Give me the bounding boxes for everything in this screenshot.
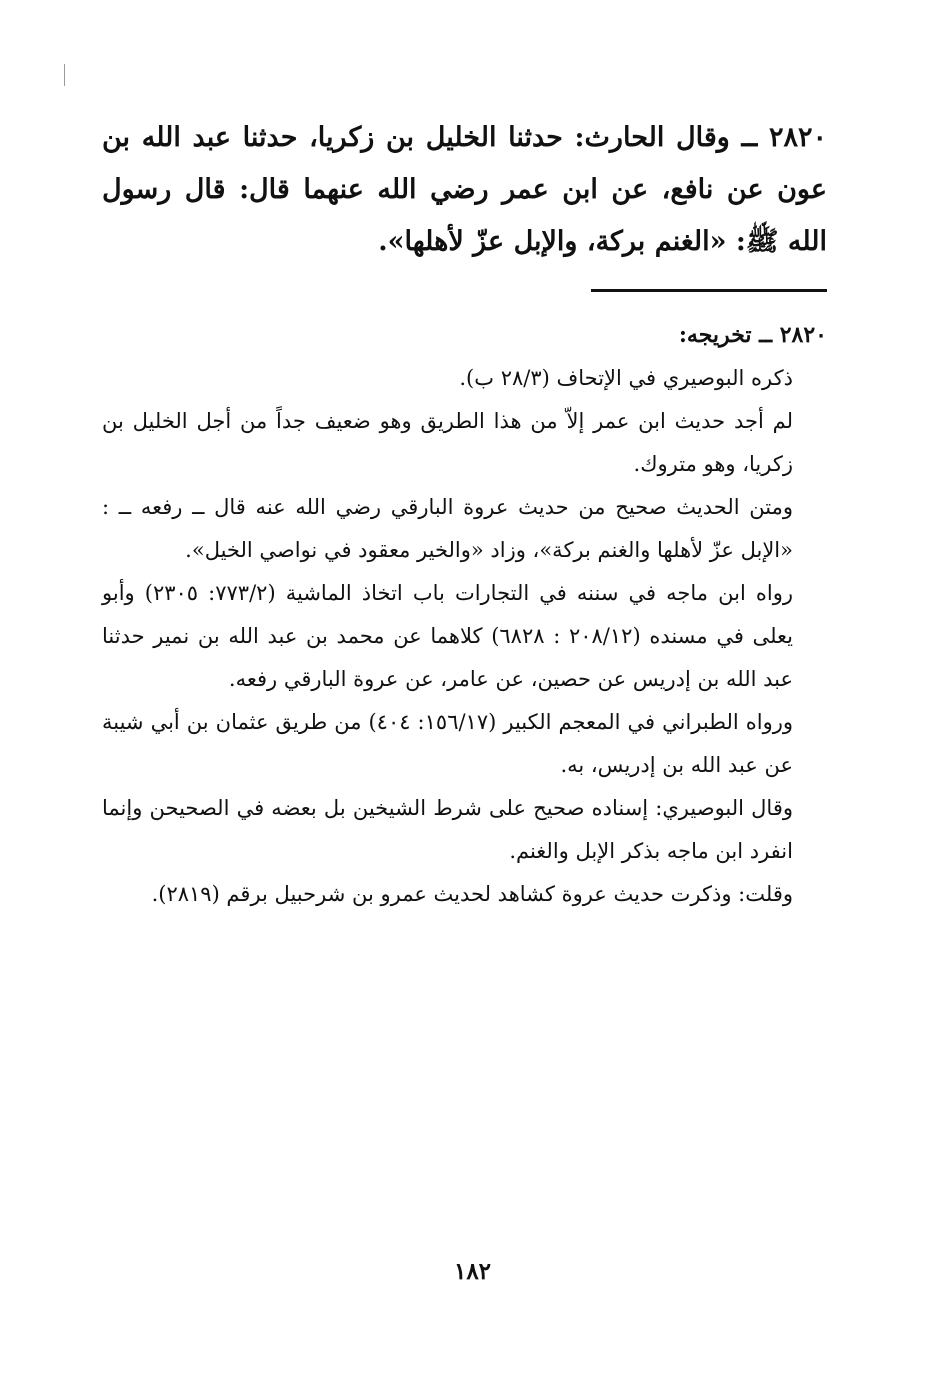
takhrij-section [102, 314, 827, 916]
takhrij-paragraph: وقلت: وذكرت حديث عروة كشاهد لحديث عمرو بن شرحبيل برقم (٢٨١٩). [151, 882, 793, 906]
margin-mark [64, 64, 65, 86]
footnote-divider [591, 289, 827, 292]
takhrij-heading: ٢٨٢٠ ــ تخريجه: [678, 322, 827, 348]
takhrij-paragraph: ذكره البوصيري في الإتحاف (٢٨/٣ ب). [459, 366, 793, 390]
hadith-text-block [102, 112, 827, 268]
page-number: ١٨٢ [453, 1258, 492, 1285]
takhrij-paragraph: ورواه الطبراني في المعجم الكبير (١٥٦/١٧: ٤٠٤) من طريق عثمان بن أبي شيبة عن عبد الله بن إدريس، به. [102, 710, 793, 777]
takhrij-paragraph: رواه ابن ماجه في سننه في التجارات باب اتخاذ الماشية (٧٧٣/٢: ٢٣٠٥) وأبو يعلى في مسنده (٢٠٨/١٢ : ٦٨٢٨) كلاهما عن محمد بن عبد الله بن نمير حدثنا عبد الله بن إدريس عن حصين، عن عامر، عن عروة البارقي رفعه. [102, 581, 793, 691]
takhrij-paragraph: لم أجد حديث ابن عمر إلاّ من هذا الطريق وهو ضعيف جداً من أجل الخليل بن زكريا، وهو متروك. [102, 409, 793, 476]
takhrij-paragraph: ومتن الحديث صحيح من حديث عروة البارقي رضي الله عنه قال ــ رفعه ــ : «الإبل عزّ لأهلها والغنم بركة»، وزاد «والخير معقود في نواصي الخيل». [102, 495, 793, 562]
hadith-text: ٢٨٢٠ ــ وقال الحارث: حدثنا الخليل بن زكريا، حدثنا عبد الله بن عون عن نافع، عن ابن عمر رضي الله عنهما قال: قال رسول الله ﷺ: «الغنم بركة، والإبل عزّ لأهلها». [102, 122, 827, 257]
takhrij-paragraph: وقال البوصيري: إسناده صحيح على شرط الشيخين بل بعضه في الصحيحن وإنما انفرد ابن ماجه بذكر الإبل والغنم. [102, 796, 793, 863]
